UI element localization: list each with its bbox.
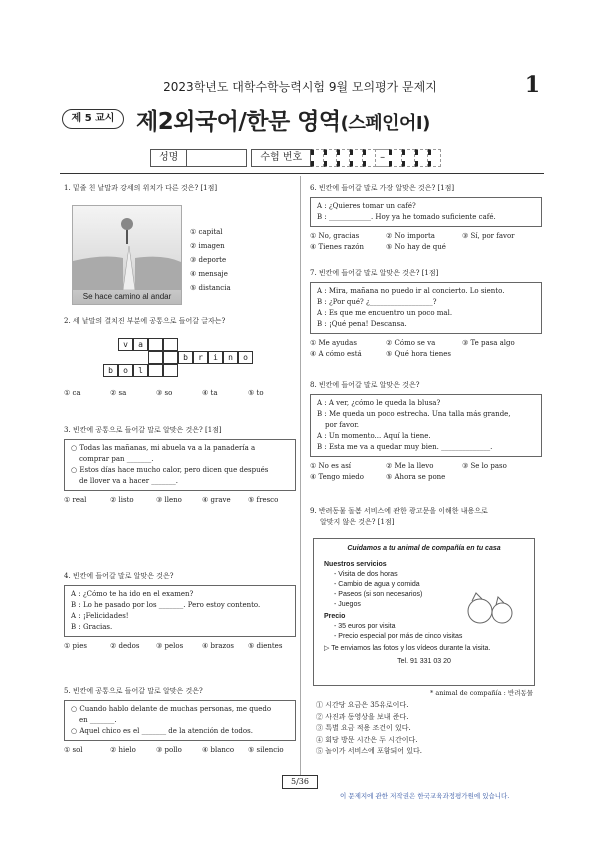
- q4-line: B : Lo he pasado por los _______. Pero estoy contento.: [71, 601, 261, 609]
- q7-option-3[interactable]: ③ Te pasa algo: [462, 339, 515, 347]
- question-1: [64, 183, 296, 194]
- ad-services-heading: Nuestros servicios: [324, 561, 387, 568]
- ad-send-line: ▷ Te enviamos las fotos y los vídeos durante la visita.: [324, 645, 491, 652]
- exam-number-cell[interactable]: [363, 149, 376, 167]
- grid-cell: v: [118, 338, 133, 351]
- q6-option-3[interactable]: ③ Sí, por favor: [462, 232, 515, 240]
- q3-box: [64, 439, 296, 491]
- q8-option-4[interactable]: ④ Tengo miedo: [310, 473, 364, 481]
- q8-line: por favor.: [325, 421, 360, 429]
- q5-option-4[interactable]: ④ blanco: [202, 746, 235, 754]
- q9-option-5[interactable]: ⑤ 놀이가 서비스에 포함되어 있다.: [316, 747, 423, 755]
- q9-option-3[interactable]: ③ 특별 요금 적용 조건이 있다.: [316, 724, 411, 732]
- exam-number-cell[interactable]: [324, 149, 337, 167]
- q7-option-5[interactable]: ⑤ Qué hora tienes: [386, 350, 452, 358]
- q5-line: ○ Aquel chico es el _______ de la atención de todos.: [71, 727, 253, 735]
- q5-line: en _______.: [79, 716, 117, 724]
- q1-option-4[interactable]: ④ mensaje: [190, 270, 228, 278]
- q2-option-4[interactable]: ④ ta: [202, 389, 218, 397]
- q2-option-5[interactable]: ⑤ to: [248, 389, 264, 397]
- q5-option-3[interactable]: ③ pollo: [156, 746, 182, 754]
- q1-option-3[interactable]: ③ deporte: [190, 256, 227, 264]
- exam-number-cell[interactable]: [389, 149, 402, 167]
- q6-option-2[interactable]: ② No importa: [386, 232, 435, 240]
- q7-line: A : Es que me encuentro un poco mal.: [317, 309, 453, 317]
- question-8: [310, 380, 542, 483]
- exam-number-cell[interactable]: [337, 149, 350, 167]
- q5-option-1[interactable]: ① sol: [64, 746, 83, 754]
- q1-stem: 1. 밑줄 친 낱말과 강세의 위치가 다른 것은? [1점]: [64, 184, 218, 192]
- q8-box: [310, 394, 542, 457]
- q7-option-4[interactable]: ④ A cómo está: [310, 350, 362, 358]
- q6-line: B : ____________. Hoy ya he tomado suficiente café.: [317, 213, 496, 221]
- grid-cell: n: [223, 351, 238, 364]
- q3-option-1[interactable]: ① real: [64, 496, 87, 504]
- q5-option-2[interactable]: ② hielo: [110, 746, 136, 754]
- exam-number-cell[interactable]: [415, 149, 428, 167]
- q4-option-4[interactable]: ④ brazos: [202, 642, 234, 650]
- q3-option-3[interactable]: ③ lleno: [156, 496, 182, 504]
- ad-price-heading: Precio: [324, 613, 346, 620]
- name-label: 성명: [150, 149, 187, 167]
- q3-line: de llover va a hacer _______.: [79, 477, 179, 485]
- exam-number-cell[interactable]: [428, 149, 441, 167]
- q9-advertisement: [313, 538, 535, 686]
- grid-cell-blank: [148, 364, 163, 377]
- q3-line: ○ Todas las mañanas, mi abuela va a la panadería a: [71, 444, 256, 452]
- grid-cell: l: [133, 364, 148, 377]
- grid-cell: i: [208, 351, 223, 364]
- subject-main: 제2외국어/한문 영역: [136, 109, 341, 135]
- id-row: [150, 149, 441, 167]
- ad-service-item: - Cambio de agua y comida: [334, 581, 420, 588]
- pet-illustration-icon: [462, 583, 520, 633]
- q4-stem: 4. 빈칸에 들어갈 말로 알맞은 것은?: [64, 572, 174, 580]
- footer-page-indicator: 5/36: [282, 775, 318, 789]
- exam-number-cell[interactable]: [350, 149, 363, 167]
- q3-line: ○ Estos días hace mucho calor, pero dicen que después: [71, 466, 269, 474]
- question-9: [310, 506, 542, 528]
- q9-footnote: * animal de compañía : 반려동물: [430, 689, 534, 697]
- q5-line: ○ Cuando hablo delante de muchas personas, me quedo: [71, 705, 272, 713]
- grid-cell: r: [193, 351, 208, 364]
- q6-box: [310, 197, 542, 227]
- exam-title: 2023학년도 대학수학능력시험 9월 모의평가 문제지: [163, 80, 437, 94]
- q8-line: B : Me queda un poco estrecha. Una talla más grande,: [317, 410, 511, 418]
- name-field[interactable]: [187, 149, 247, 167]
- exam-number-cell[interactable]: [402, 149, 415, 167]
- q4-option-2[interactable]: ② dedos: [110, 642, 140, 650]
- q3-stem: 3. 빈칸에 공통으로 들어갈 말로 알맞은 것은? [1점]: [64, 426, 222, 434]
- q4-option-5[interactable]: ⑤ dientes: [248, 642, 283, 650]
- q5-box: [64, 700, 296, 741]
- ad-price-item: - Precio especial por más de cinco visitas: [334, 633, 463, 640]
- grid-cell: a: [133, 338, 148, 351]
- q4-line: B : Gracias.: [71, 623, 113, 631]
- grid-cell-blank: [163, 338, 178, 351]
- q7-box: [310, 282, 542, 334]
- subject-title: [136, 103, 430, 136]
- q6-option-4[interactable]: ④ Tienes razón: [310, 243, 364, 251]
- q2-option-3[interactable]: ③ so: [156, 389, 173, 397]
- question-4: [64, 571, 296, 652]
- copyright-notice: 이 문제지에 관한 저작권은 한국교육과정평가원에 있습니다.: [340, 792, 510, 800]
- q6-stem: 6. 빈칸에 들어갈 말로 가장 알맞은 것은? [1점]: [310, 184, 455, 192]
- grid-cell-blank: [148, 338, 163, 351]
- q2-options: [64, 388, 296, 399]
- q9-option-1[interactable]: ① 시간당 요금은 35유로이다.: [316, 701, 409, 709]
- ad-price-item: - 35 euros por visita: [334, 623, 396, 630]
- q1-options: [190, 225, 280, 295]
- path-tree-illustration: [73, 206, 181, 290]
- q7-line: A : Mira, mañana no puedo ir al concierto. Lo siento.: [317, 287, 505, 295]
- q8-stem: 8. 빈칸에 들어갈 말로 알맞은 것은?: [310, 381, 420, 389]
- q4-line: A : ¿Cómo te ha ido en el examen?: [71, 590, 194, 598]
- q1-option-5[interactable]: ⑤ distancia: [190, 284, 231, 292]
- q7-option-1[interactable]: ① Me ayudas: [310, 339, 357, 347]
- question-7: [310, 268, 542, 360]
- q4-box: [64, 585, 296, 637]
- q6-line: A : ¿Quieres tomar un café?: [317, 202, 416, 210]
- q1-image: [72, 205, 182, 305]
- q4-line: A : ¡Felicidades!: [71, 612, 129, 620]
- footer-total: 36: [298, 777, 309, 786]
- question-3: [64, 425, 296, 506]
- q8-option-2[interactable]: ② Me la llevo: [386, 462, 434, 470]
- q2-option-2[interactable]: ② sa: [110, 389, 127, 397]
- column-divider: [300, 176, 301, 776]
- q2-option-1[interactable]: ① ca: [64, 389, 81, 397]
- q8-line: A : A ver, ¿cómo le queda la blusa?: [317, 399, 441, 407]
- q9-stem-2: 알맞지 않은 것은? [1점]: [320, 518, 395, 526]
- page-number: 1: [524, 72, 540, 98]
- grid-cell-blank: [163, 351, 178, 364]
- q5-stem: 5. 빈칸에 공통으로 들어갈 말로 알맞은 것은?: [64, 687, 203, 695]
- question-6: [310, 183, 542, 253]
- header-rule: [60, 173, 544, 174]
- ad-title: Cuidamos a tu animal de compañía en tu casa: [347, 545, 501, 552]
- subject-sub: (스페인어Ⅰ): [340, 113, 430, 134]
- grid-cell-blank: [148, 351, 163, 364]
- q8-line: A : Un momento... Aquí la tiene.: [317, 432, 431, 440]
- ad-service-item: - Visita de dos horas: [334, 571, 398, 578]
- q6-option-5[interactable]: ⑤ No hay de qué: [386, 243, 446, 251]
- q9-options: [316, 700, 548, 758]
- q7-stem: 7. 빈칸에 들어갈 말로 알맞은 것은? [1점]: [310, 269, 439, 277]
- exam-number-dash: –: [376, 149, 389, 167]
- q3-option-2[interactable]: ② listo: [110, 496, 134, 504]
- q3-line: comprar pan _______.: [79, 455, 154, 463]
- grid-cell: b: [178, 351, 193, 364]
- ad-service-item: - Juegos: [334, 601, 361, 608]
- footer-page: 5: [291, 777, 297, 786]
- q8-option-3[interactable]: ③ Se lo paso: [462, 462, 507, 470]
- q3-option-5[interactable]: ⑤ fresco: [248, 496, 279, 504]
- q9-stem: 9. 반려동물 돌봄 서비스에 관한 광고문을 이해한 내용으로: [310, 507, 488, 515]
- question-2: [64, 316, 296, 327]
- grid-cell-blank: [163, 364, 178, 377]
- ad-phone: Tel. 91 331 03 20: [397, 658, 451, 665]
- q7-line: B : ¡Qué pena! Descansa.: [317, 320, 407, 328]
- q1-caption: Se hace camino al andar: [82, 292, 172, 301]
- q4-option-1[interactable]: ① pies: [64, 642, 87, 650]
- q2-stem: 2. 세 낱말의 결치진 부분에 공통으로 들어갈 글자는?: [64, 317, 226, 325]
- q1-option-1[interactable]: ① capital: [190, 228, 223, 236]
- period-badge: 제 5 교시: [62, 109, 124, 129]
- q8-line: B : Esta me va a quedar muy bien. ______________.: [317, 443, 493, 451]
- exam-number-cell[interactable]: [311, 149, 324, 167]
- ad-service-item: - Paseos (si son necesarios): [334, 591, 423, 598]
- q8-option-5[interactable]: ⑤ Ahora se pone: [386, 473, 446, 481]
- q9-option-4[interactable]: ④ 회당 방문 시간은 두 시간이다.: [316, 735, 418, 744]
- q5-option-5[interactable]: ⑤ silencio: [248, 746, 284, 754]
- grid-cell: o: [118, 364, 133, 377]
- q9-option-2[interactable]: ② 사진과 동영상을 보내 준다.: [316, 712, 409, 721]
- q4-option-3[interactable]: ③ pelos: [156, 642, 184, 650]
- q7-option-2[interactable]: ② Cómo se va: [386, 339, 436, 347]
- grid-cell: b: [103, 364, 118, 377]
- q3-option-4[interactable]: ④ grave: [202, 496, 231, 504]
- q1-option-2[interactable]: ② imagen: [190, 242, 225, 250]
- question-5: [64, 686, 296, 756]
- grid-cell: o: [238, 351, 253, 364]
- q6-option-1[interactable]: ① No, gracias: [310, 232, 360, 240]
- q7-line: B : ¿Por qué? ¿__________________?: [317, 298, 437, 306]
- q8-option-1[interactable]: ① No es así: [310, 462, 352, 470]
- exam-number-label: 수험 번호: [251, 149, 311, 167]
